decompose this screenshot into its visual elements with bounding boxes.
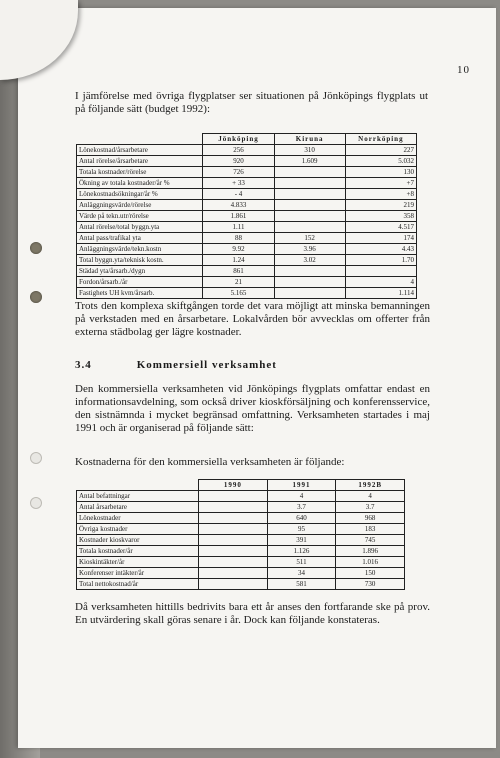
table-cell: 640 (267, 513, 336, 524)
row-label: Anläggningsvärde/tekn.kostn (77, 244, 203, 255)
table-cell: 1.016 (336, 557, 405, 568)
binder-hole (30, 291, 42, 303)
table-cell (274, 222, 345, 233)
row-label: Total byggn.yta/teknisk kostn. (77, 255, 203, 266)
table-corner (77, 480, 199, 491)
table-corner (77, 134, 203, 145)
table-cell: 1.861 (203, 211, 274, 222)
table-cell: 4 (345, 277, 416, 288)
table-row (77, 211, 417, 222)
table-cell: 5.165 (203, 288, 274, 299)
table-row (77, 200, 417, 211)
table-cell: 3.96 (274, 244, 345, 255)
row-label: Lönekostnad/årsarbetare (77, 145, 203, 156)
table-cell: 358 (345, 211, 416, 222)
table-cell (199, 513, 268, 524)
paragraph-costs-intro: Kostnaderna för den kommersiella verksamheten är följande: (75, 456, 345, 468)
row-label: Städad yta/årsarb./dygn (77, 266, 203, 277)
table-cell: 130 (345, 167, 416, 178)
document-page (18, 8, 496, 748)
row-label: Antal befattningar (77, 491, 199, 502)
table-cell (199, 535, 268, 546)
table-row (77, 513, 405, 524)
table-cell (345, 266, 416, 277)
table-row (77, 167, 417, 178)
table-cell (274, 200, 345, 211)
table-cell: 34 (267, 568, 336, 579)
table-row (77, 535, 405, 546)
binder-hole (30, 242, 42, 254)
table-header-row (77, 480, 405, 491)
table-cell: 730 (336, 579, 405, 590)
binder-hole (30, 452, 42, 464)
table-cell: 391 (267, 535, 336, 546)
table-cell: 95 (267, 524, 336, 535)
table-cell: 726 (203, 167, 274, 178)
table-cell: 861 (203, 266, 274, 277)
table-row (77, 178, 417, 189)
column-header: Norrköping (345, 134, 416, 145)
row-label: Totala kostnader/rörelse (77, 167, 203, 178)
table-cell: 745 (336, 535, 405, 546)
table-row (77, 491, 405, 502)
table-cell: 1.70 (345, 255, 416, 266)
table-cell: 310 (274, 145, 345, 156)
table-cell (199, 546, 268, 557)
table-cell (274, 288, 345, 299)
table-cell: 968 (336, 513, 405, 524)
column-header: 1991 (267, 480, 336, 491)
table-cell: 1.126 (267, 546, 336, 557)
row-label: Lönekostnader (77, 513, 199, 524)
row-label: Antal rörelse/årsarbetare (77, 156, 203, 167)
table-cell: 4.833 (203, 200, 274, 211)
table-cell: 511 (267, 557, 336, 568)
section-number: 3.4 (75, 359, 92, 371)
table-cell: 5.032 (345, 156, 416, 167)
table-cell (199, 524, 268, 535)
row-label: Konferenser intäkter/år (77, 568, 199, 579)
table-cell: + 33 (203, 178, 274, 189)
row-label: Antal pass/trafikal yta (77, 233, 203, 244)
intro-paragraph: I jämförelse med övriga flygplatser ser situationen på Jönköpings flygplats ut på följande sätt (budget 1992): (75, 90, 428, 115)
row-label: Kioskintäkter/år (77, 557, 199, 568)
table-cell (199, 557, 268, 568)
table-cell: 581 (267, 579, 336, 590)
table-cell (199, 579, 268, 590)
column-header: Jönköping (203, 134, 274, 145)
table-row (77, 189, 417, 200)
table-row (77, 156, 417, 167)
column-header: 1990 (199, 480, 268, 491)
table-cell: 88 (203, 233, 274, 244)
table-cell: 1.609 (274, 156, 345, 167)
section-title: Kommersiell verksamhet (136, 359, 277, 371)
table-cell: 3.7 (336, 502, 405, 513)
table-cell: 920 (203, 156, 274, 167)
column-header: Kiruna (274, 134, 345, 145)
table-cell (274, 189, 345, 200)
table-row (77, 233, 417, 244)
table-cell (199, 568, 268, 579)
table-cell (274, 211, 345, 222)
table-cell (274, 167, 345, 178)
table-row (77, 222, 417, 233)
paragraph-commercial: Den kommersiella verksamheten vid Jönköpings flygplats omfattar endast en informationsavdelning, som också driver kioskförsäljning och konferensservice, den sistnämnda i mycket begränsad omfattning. Verksamheten startades i maj 1991 och är organiserad på följande sätt: (75, 383, 430, 434)
table-row (77, 502, 405, 513)
row-label: Ökning av totala kostnader/år % (77, 178, 203, 189)
table-row (77, 266, 417, 277)
table-row (77, 277, 417, 288)
table-cell: 9.92 (203, 244, 274, 255)
table-cell: - 4 (203, 189, 274, 200)
table-cell: 4 (267, 491, 336, 502)
table-cell: 183 (336, 524, 405, 535)
table-cell: 1.896 (336, 546, 405, 557)
row-label: Övriga kostnader (77, 524, 199, 535)
table-cell (199, 491, 268, 502)
table-cell: 3.02 (274, 255, 345, 266)
table-cell: 4 (336, 491, 405, 502)
table-row (77, 288, 417, 299)
table-cell: +8 (345, 189, 416, 200)
row-label: Total nettokostnad/år (77, 579, 199, 590)
table-cell (199, 502, 268, 513)
row-label: Fordon/årsarb./år (77, 277, 203, 288)
row-label: Värde på tekn.utr/rörelse (77, 211, 203, 222)
row-label: Anläggningsvärde/rörelse (77, 200, 203, 211)
table-cell: 21 (203, 277, 274, 288)
commercial-costs-table (76, 479, 405, 590)
table-row (77, 557, 405, 568)
table-cell: 1.24 (203, 255, 274, 266)
table-row (77, 568, 405, 579)
table-cell (274, 178, 345, 189)
table-cell: 219 (345, 200, 416, 211)
page-number: 10 (457, 64, 470, 76)
paragraph-evaluation: Då verksamheten hittills bedrivits bara ett år anses den fortfarande ske på prov. En utvärdering skall göras senare i år. Dock kan följande konstateras. (75, 601, 430, 626)
table-cell: 174 (345, 233, 416, 244)
row-label: Lönekostnadsökningar/år % (77, 189, 203, 200)
binder-hole (30, 497, 42, 509)
table-row (77, 524, 405, 535)
table-cell: 150 (336, 568, 405, 579)
table-cell: 1.114 (345, 288, 416, 299)
table-row (77, 546, 405, 557)
airport-comparison-table (76, 133, 417, 299)
table-cell (274, 266, 345, 277)
row-label: Antal rörelse/total byggn.yta (77, 222, 203, 233)
table-header-row (77, 134, 417, 145)
paragraph-staffing: Trots den komplexa skiftgången torde det vara möjligt att minska bemanningen på verkstaden med en årsarbetare. Lokalvården bör avvecklas om offerter från externa städbolag ger lägre kostnader. (75, 300, 430, 338)
table-cell: 1.11 (203, 222, 274, 233)
table-cell: +7 (345, 178, 416, 189)
table-cell: 3.7 (267, 502, 336, 513)
table-row (77, 579, 405, 590)
table-cell: 4.43 (345, 244, 416, 255)
table-cell: 4.517 (345, 222, 416, 233)
row-label: Kostnader kioskvaror (77, 535, 199, 546)
table-row (77, 244, 417, 255)
row-label: Fastighets UH kvm/årsarb. (77, 288, 203, 299)
row-label: Antal årsarbetare (77, 502, 199, 513)
row-label: Totala kostnader/år (77, 546, 199, 557)
table-cell: 227 (345, 145, 416, 156)
table-row (77, 145, 417, 156)
table-cell: 256 (203, 145, 274, 156)
section-heading (75, 359, 277, 371)
table-row (77, 255, 417, 266)
table-cell (274, 277, 345, 288)
column-header: 1992B (336, 480, 405, 491)
table-cell: 152 (274, 233, 345, 244)
